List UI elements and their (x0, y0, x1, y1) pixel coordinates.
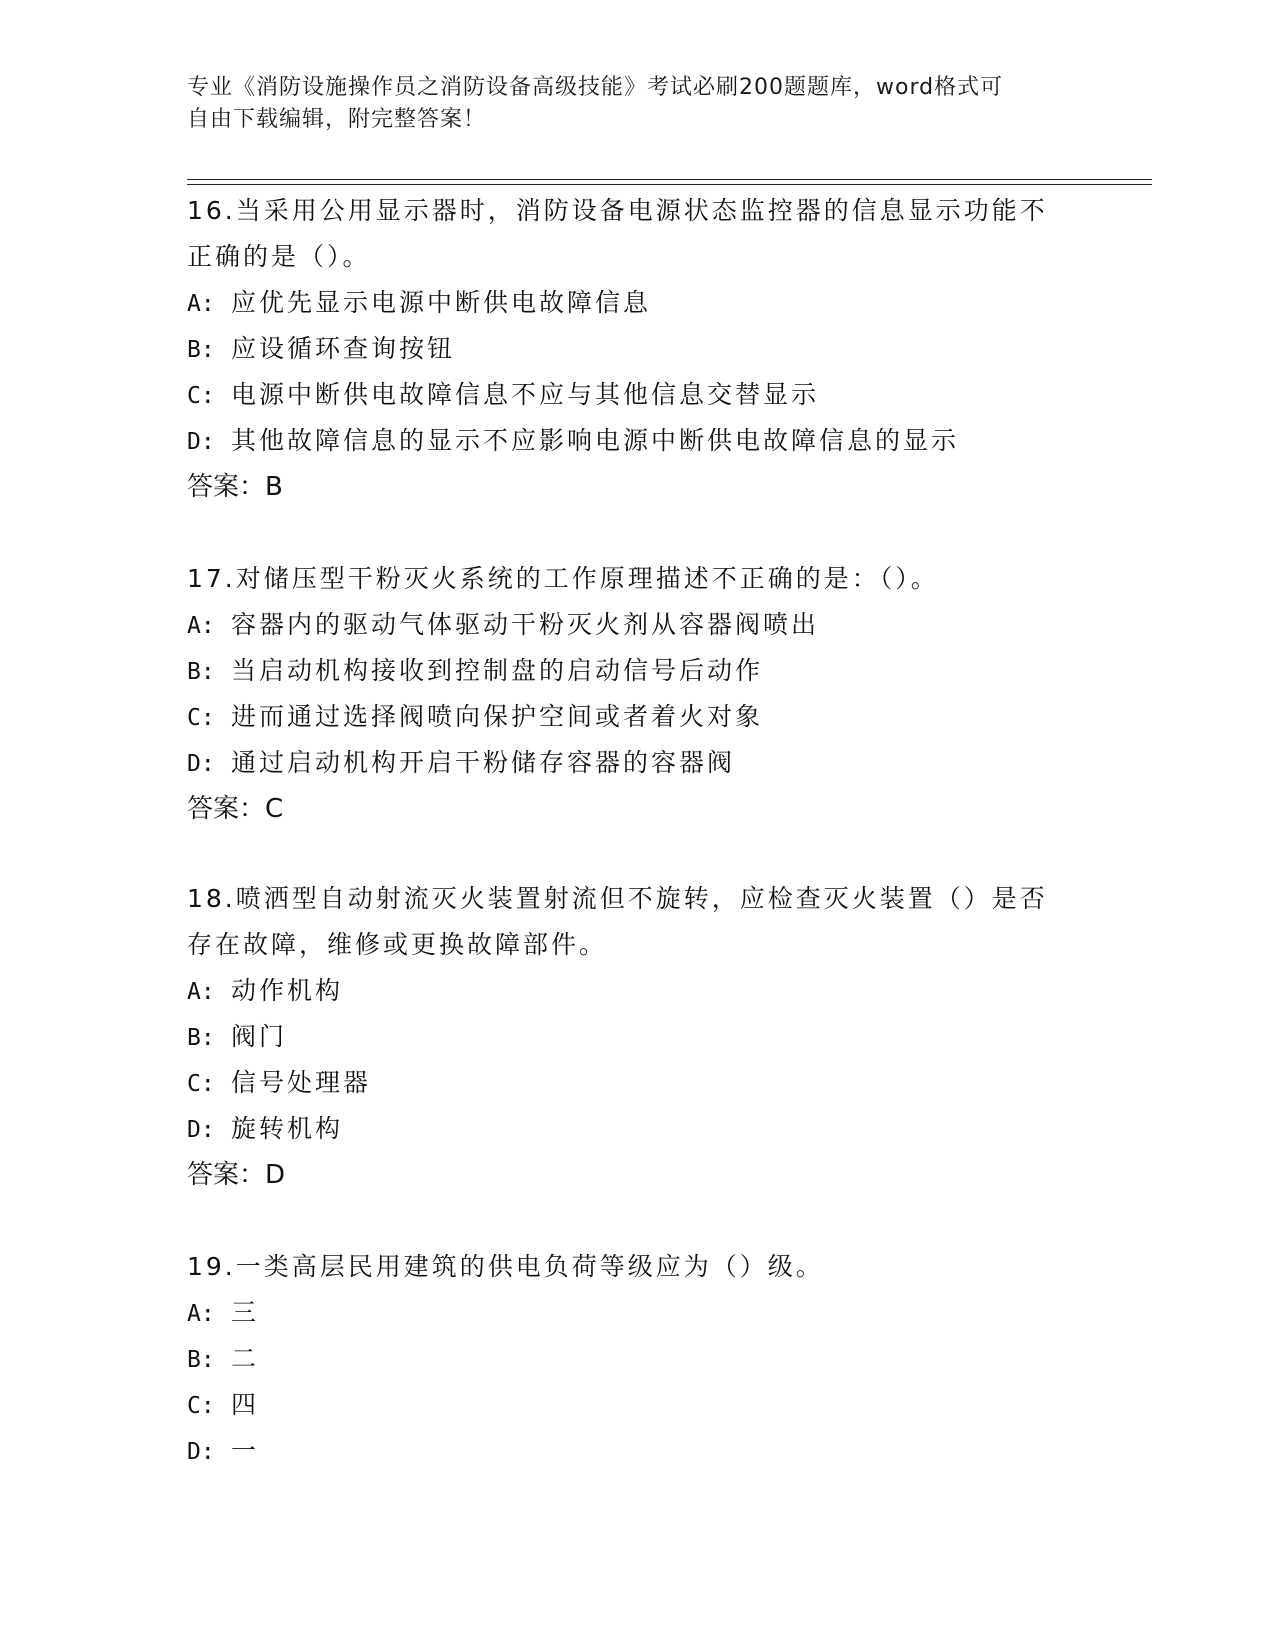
option-text: 动作机构 (231, 976, 344, 1005)
option-letter: B: (187, 1025, 215, 1051)
option-c (187, 1382, 1087, 1428)
option-letter: A: (187, 979, 215, 1005)
option-letter: C: (187, 383, 215, 409)
answer-line (187, 464, 1087, 510)
option-text: 通过启动机构开启干粉储存容器的容器阀 (231, 748, 736, 777)
option-text: 应设循环查询按钮 (231, 334, 456, 363)
header-line-1: 专业《消防设施操作员之消防设备高级技能》考试必刷200题题库，word格式可 (187, 75, 1004, 100)
question-text-line: 18.喷洒型自动射流灭火装置射流但不旋转，应检查灭火装置（）是否 (187, 884, 1048, 913)
option-letter: B: (187, 1347, 215, 1373)
option-b (187, 648, 1087, 694)
option-text: 应优先显示电源中断供电故障信息 (231, 288, 652, 317)
option-letter: C: (187, 1393, 215, 1419)
header-line-2: 自由下载编辑，附完整答案！ (187, 107, 487, 132)
question-text-line: 19.一类高层民用建筑的供电负荷等级应为（）级。 (187, 1252, 824, 1281)
option-letter: C: (187, 1071, 215, 1097)
option-a (187, 602, 1087, 648)
option-d (187, 740, 1087, 786)
answer-label: 答案： (187, 794, 266, 824)
question-text-line: 17.对储压型干粉灭火系统的工作原理描述不正确的是：（）。 (187, 564, 939, 593)
option-d (187, 1106, 1087, 1152)
answer-line (187, 786, 1087, 832)
option-text: 当启动机构接收到控制盘的启动信号后动作 (231, 656, 764, 685)
option-a (187, 1290, 1087, 1336)
option-text: 二 (231, 1344, 260, 1373)
option-d (187, 418, 1087, 464)
option-letter: D: (187, 751, 215, 777)
option-letter: D: (187, 429, 215, 455)
option-text: 容器内的驱动气体驱动干粉灭火剂从容器阀喷出 (231, 610, 820, 639)
option-letter: A: (187, 291, 215, 317)
header-divider-bottom (187, 184, 1152, 185)
answer-value: D (265, 1160, 286, 1190)
option-letter: D: (187, 1117, 215, 1143)
answer-line (187, 1152, 1087, 1198)
question-text-line: 存在故障，维修或更换故障部件。 (187, 930, 608, 959)
option-b (187, 326, 1087, 372)
option-text: 旋转机构 (231, 1114, 344, 1143)
question-19 (187, 1244, 1087, 1474)
option-a (187, 968, 1087, 1014)
answer-label: 答案： (187, 472, 266, 502)
document-header (187, 72, 1087, 136)
option-text: 一 (231, 1436, 260, 1465)
option-text: 电源中断供电故障信息不应与其他信息交替显示 (231, 380, 820, 409)
option-c (187, 372, 1087, 418)
option-text: 阀门 (231, 1022, 288, 1051)
question-18 (187, 876, 1087, 1198)
option-text: 三 (231, 1298, 260, 1327)
option-letter: B: (187, 659, 215, 685)
option-c (187, 1060, 1087, 1106)
answer-value: C (265, 794, 284, 824)
answer-value: B (265, 472, 283, 502)
option-text: 四 (231, 1390, 260, 1419)
question-text-line: 正确的是（）。 (187, 242, 371, 271)
option-letter: A: (187, 1301, 215, 1327)
option-c (187, 694, 1087, 740)
question-17 (187, 556, 1087, 832)
option-letter: D: (187, 1439, 215, 1465)
option-a (187, 280, 1087, 326)
question-text-line: 16.当采用公用显示器时，消防设备电源状态监控器的信息显示功能不 (187, 196, 1048, 225)
option-d (187, 1428, 1087, 1474)
option-text: 其他故障信息的显示不应影响电源中断供电故障信息的显示 (231, 426, 960, 455)
option-letter: B: (187, 337, 215, 363)
question-16 (187, 188, 1087, 510)
answer-label: 答案： (187, 1160, 266, 1190)
option-text: 进而通过选择阀喷向保护空间或者着火对象 (231, 702, 764, 731)
option-letter: A: (187, 613, 215, 639)
header-divider-top (187, 179, 1152, 180)
option-b (187, 1336, 1087, 1382)
option-text: 信号处理器 (231, 1068, 372, 1097)
option-letter: C: (187, 705, 215, 731)
option-b (187, 1014, 1087, 1060)
